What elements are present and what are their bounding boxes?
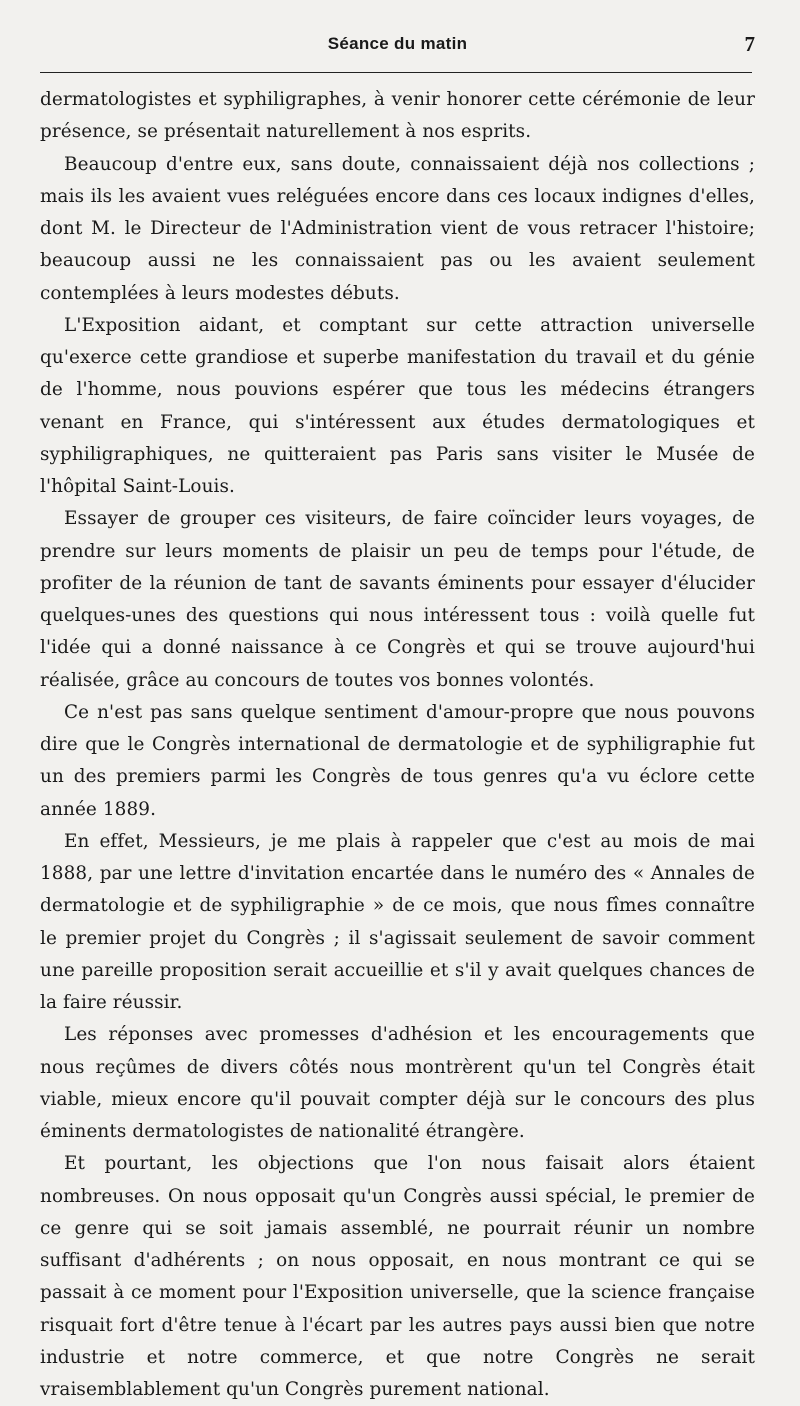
paragraph: Les réponses avec promesses d'adhésion et les encouragements que nous reçûmes de divers côtés nous montrèrent qu'un tel Congrès était viable, mieux encore qu'il pouvait compter déjà sur le concours des plus éminents dermatologistes de nationalité étrangère. bbox=[40, 1024, 755, 1142]
running-head-title: Séance du matin bbox=[327, 34, 468, 53]
paragraph: Beaucoup d'entre eux, sans doute, connaissaient déjà nos collections ; mais ils les avaient vues reléguées encore dans ces locaux indignes d'elles, dont M. le Directeur de l'Administration vient de vous retracer l'histoire; beaucoup aussi ne les connaissaient pas ou les avaient seulement contemplées à leurs modestes débuts. bbox=[40, 153, 755, 304]
paragraph: Essayer de grouper ces visiteurs, de faire coïncider leurs voyages, de prendre sur leurs moments de plaisir un peu de temps pour l'étude, de profiter de la réunion de tant de savants éminents pour essayer d'élucider quelques-unes des questions qui nous intéressent tous : voilà quelle fut l'idée qui a donné naissance à ce Congrès et qui se trouve aujourd'hui réalisée, grâce au concours de toutes vos bonnes volontés. bbox=[40, 508, 755, 691]
running-head bbox=[40, 30, 755, 62]
body-text bbox=[40, 84, 755, 1406]
paragraph: En effet, Messieurs, je me plais à rappeler que c'est au mois de mai 1888, par une lettre d'invitation encartée dans le numéro des « Annales de dermatologie et de syphiligraphie » de ce mois, que nous fîmes connaître le premier projet du Congrès ; il s'agissait seulement de savoir comment une pareille proposition serait accueillie et s'il y avait quelques chances de la faire réussir. bbox=[40, 830, 755, 1013]
page-number: 7 bbox=[744, 32, 755, 56]
paragraph: L'Exposition aidant, et comptant sur cette attraction universelle qu'exerce cette grandiose et superbe manifestation du travail et du génie de l'homme, nous pouvions espérer que tous les médecins étrangers venant en France, qui s'intéressent aux études dermatologiques et syphiligraphiques, ne quitteraient pas Paris sans visiter le Musée de l'hôpital Saint-Louis. bbox=[40, 314, 755, 497]
paragraph: Et pourtant, les objections que l'on nous faisait alors étaient nombreuses. On nous opposait qu'un Congrès aussi spécial, le premier de ce genre qui se soit jamais assemblé, ne pourrait réunir un nombre suffisant d'adhérents ; on nous opposait, en nous montrant ce qui se passait à ce moment pour l'Exposition universelle, que la science française risquait fort d'être tenue à l'écart par les autres pays aussi bien que notre industrie et notre commerce, et que notre Congrès ne serait vraisemblablement qu'un Congrès purement national. bbox=[40, 1153, 755, 1400]
paragraph: dermatologistes et syphiligraphes, à venir honorer cette cérémonie de leur présence, se présentait naturellement à nos esprits. bbox=[40, 89, 755, 143]
paragraph: Ce n'est pas sans quelque sentiment d'amour-propre que nous pouvons dire que le Congrès international de dermatologie et de syphiligraphie fut un des premiers parmi les Congrès de tous genres qu'a vu éclore cette année 1889. bbox=[40, 701, 755, 820]
header-rule bbox=[40, 72, 752, 73]
